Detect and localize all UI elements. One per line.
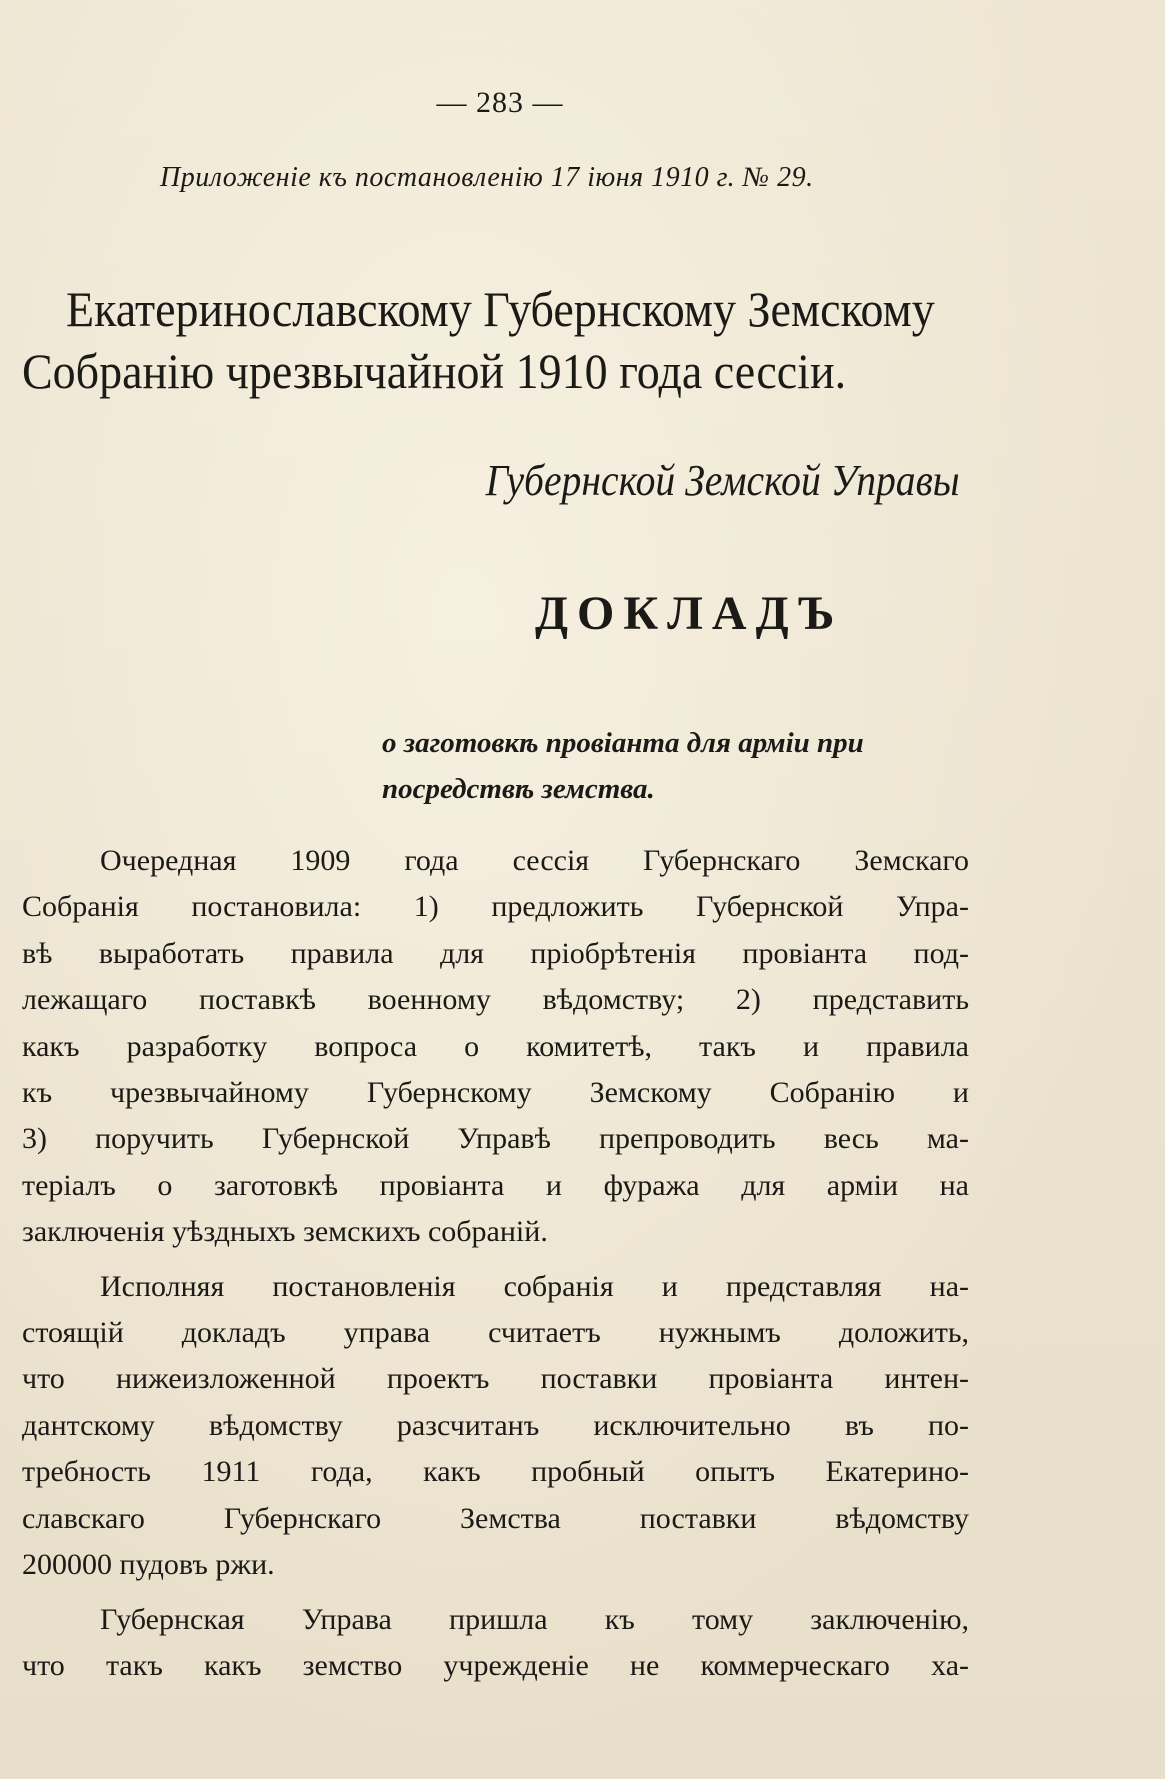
report-subject [382,720,982,812]
paragraph-2 [22,1264,969,1589]
text-line: заключенія уѣздныхъ земскихъ собраній. [22,1215,548,1249]
page-number: — 283 — [436,86,564,119]
text-line: лежащаго поставкѣ военному вѣдомству; 2) представить [22,983,969,1017]
text-line: требность 1911 года, какъ пробный опытъ Екатерино- [22,1455,969,1489]
addressee-line-2: Собранію чрезвычайной 1910 года сессіи. [22,343,847,399]
addressee-heading [22,278,972,402]
text-line: Губернская Управа пришла къ тому заключенію, [100,1602,969,1636]
addressee-line-1: Екатеринославскому Губернскому Земскому [66,281,935,337]
text-line: Собранія постановила: 1) предложить Губернской Упра- [22,890,969,924]
body-text [22,838,969,1697]
text-line: что нижеизложенной проектъ поставки провіанта интен- [22,1362,969,1396]
text-line: 3) поручить Губернской Управѣ препроводить весь ма- [22,1122,969,1156]
document-title: ДОКЛАДЪ [535,587,844,640]
text-line: славскаго Губернскаго Земства поставки вѣдомству [22,1501,969,1535]
text-line: что такъ какъ земство учрежденіе не коммерческаго ха- [22,1648,969,1682]
text-line: стоящій докладъ управа считаетъ нужнымъ доложить, [22,1316,969,1350]
text-line: къ чрезвычайному Губернскому Земскому Собранію и [22,1076,969,1110]
subject-line-2: посредствѣ земства. [382,773,655,805]
text-line: какъ разработку вопроса о комитетѣ, такъ и правила [22,1029,969,1063]
text-line: теріалъ о заготовкѣ провіанта и фуража для арміи на [22,1168,969,1202]
text-line: Очередная 1909 года сессія Губернскаго Земскаго [100,844,969,877]
paragraph-3 [22,1597,969,1690]
text-line: Исполняя постановленія собранія и представляя на- [100,1269,969,1303]
text-line: дантскому вѣдомству разсчитанъ исключительно въ по- [22,1408,969,1442]
appendix-note: Приложеніе къ постановленію 17 іюня 1910 г. № 29. [160,162,814,193]
sender-heading: Губернской Земской Управы [486,456,960,505]
subject-line-1: о заготовкѣ провіанта для арміи при [382,727,864,759]
paragraph-1 [22,838,969,1256]
text-line: вѣ выработать правила для пріобрѣтенія провіанта под- [22,936,969,970]
text-line: 200000 пудовъ ржи. [22,1548,275,1582]
